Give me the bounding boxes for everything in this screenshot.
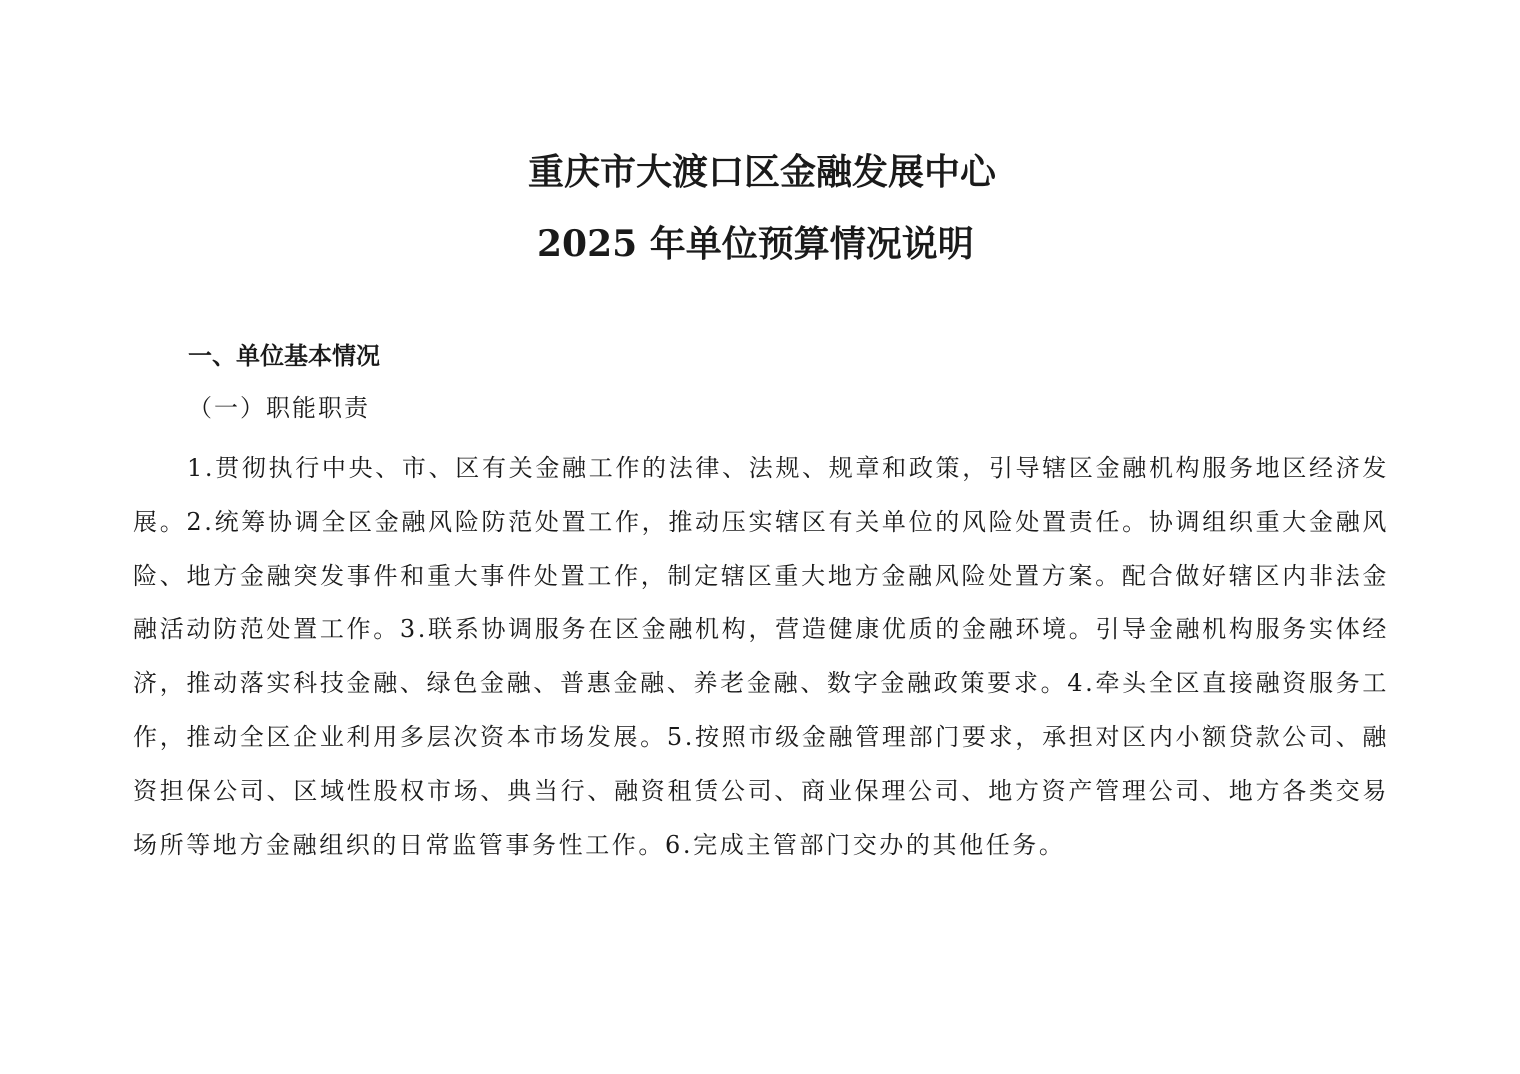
section-heading: 一、单位基本情况 bbox=[188, 342, 380, 370]
document-title-line-1: 重庆市大渡口区金融发展中心 bbox=[528, 151, 997, 193]
subsection-heading: （一）职能职责 bbox=[188, 394, 370, 422]
document-title-line-2: 2025 年单位预算情况说明 bbox=[537, 223, 974, 265]
body-paragraph: 1.贯彻执行中央、市、区有关金融工作的法律、法规、规章和政策，引导辖区金融机构服务地区经济发展。2.统筹协调全区金融风险防范处置工作，推动压实辖区有关单位的风险处置责任。协调组织重大金融风险、地方金融突发事件和重大事件处置工作，制定辖区重大地方金融风险处置方案。配合做好辖区内非法金融活动防范处置工作。3.联系协调服务在区金融机构，营造健康优质的金融环境。引导金融机构服务实体经济，推动落实科技金融、绿色金融、普惠金融、养老金融、数字金融政策要求。4.牵头全区直接融资服务工作，推动全区企业利用多层次资本市场发展。5.按照市级金融管理部门要求，承担对区内小额贷款公司、融资担保公司、区域性股权市场、典当行、融资租赁公司、商业保理公司、地方资产管理公司、地方各类交易场所等地方金融组织的日常监管事务性工作。6.完成主管部门交办的其他任务。 bbox=[133, 454, 1389, 859]
